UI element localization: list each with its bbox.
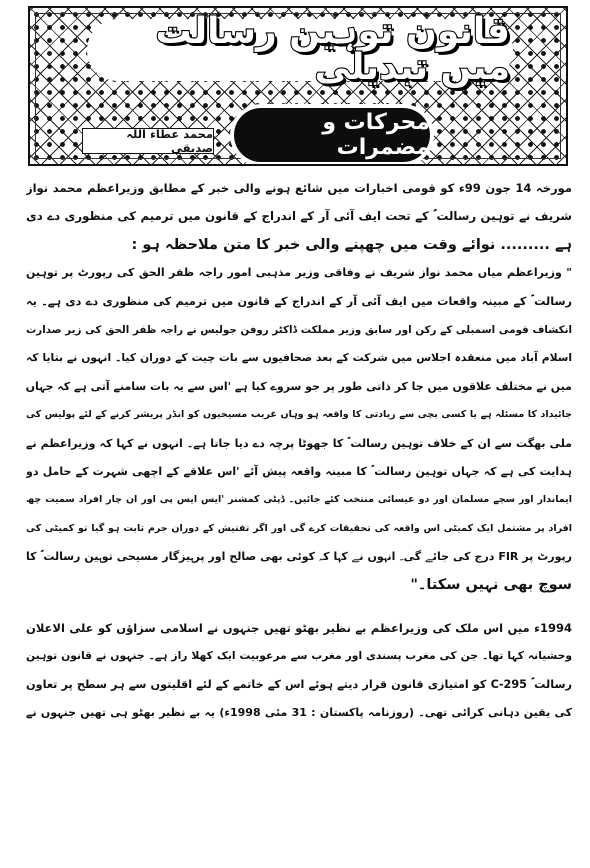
paragraph-3 bbox=[26, 614, 572, 728]
title-box bbox=[90, 11, 510, 88]
author-name: محمد عطاء اللہ صدیقی bbox=[126, 127, 213, 155]
article-title: قانون توہین رسالت میں تبدیلی bbox=[155, 11, 510, 88]
paragraph-1 bbox=[26, 174, 572, 259]
text-line: وحشیانہ کہا تھا۔ جن کی مغرب پسندی اور مغرب سے مرعوبیت ایک کھلا راز ہے۔ جنہوں نے قانون توہین bbox=[26, 649, 572, 663]
paragraph-2-quote bbox=[26, 259, 572, 600]
paragraph-gap bbox=[26, 600, 572, 614]
text-line: ایماندار اور سچے مسلمان اور دو عیسائی منتخب کئے جائیں۔ ڈپٹی کمشنر 'ایس ایس پی اور ان چار افراد سمیت چھ bbox=[26, 494, 572, 506]
text-line: ہدایت کی ہے کہ جہاں توہین رسالت ؐ کا مبینہ واقعہ پیش آئے 'اس علاقے کے اچھی شہرت کے حامل دو bbox=[26, 464, 572, 478]
text-line: ہے ......... نوائے وقت میں چھپنے والی خبر کا متن ملاحظہ ہو : bbox=[131, 236, 572, 253]
text-line: 1994ء میں اس ملک کی وزیراعظم بے نظیر بھٹو تھیں جنہوں نے اسلامی سزاؤں کو علی الاعلان bbox=[26, 620, 572, 635]
text-line: انکشاف قومی اسمبلی کے رکن اور سابق وزیر مملکت ڈاکٹر روفن جولیس نے راجہ ظفر الحق کی زیر صدارت bbox=[26, 323, 572, 336]
text-line: کی یقین دہانی کرائی تھی۔ (روزنامہ پاکستان : 31 مئی 1998ء) یہ بے نظیر بھٹو ہی تھیں جنہوں نے bbox=[26, 706, 572, 720]
article-body bbox=[26, 174, 572, 727]
article-subtitle: محرکات و مضمرات bbox=[322, 110, 430, 160]
text-line: رپورٹ پر FIR درج کی جائے گی۔ انہوں نے کہا کہ کوئی بھی صالح اور پرہیزگار مسیحی توہین رسالت ؐ کا bbox=[26, 550, 572, 564]
text-line: مورخہ 14 جون 99ء کو قومی اخبارات میں شائع ہونے والی خبر کے مطابق وزیراعظم محمد نواز bbox=[26, 181, 572, 195]
text-line: رسالت ؐ کے مبینہ واقعات میں ایف آئی آر کے اندراج کے قانون میں ترمیم کی منظوری دے دی ہے۔ یہ bbox=[26, 294, 572, 308]
text-line: " وزیراعظم میاں محمد نواز شریف نے وفاقی وزیر مذہبی امور راجہ ظفر الحق کی رپورٹ پر توہین bbox=[26, 266, 572, 280]
text-line: اسلام آباد میں منعقدہ اجلاس میں شرکت کے بعد صحافیوں سے بات چیت کے دوران کیا۔ انہوں نے بتایا کہ bbox=[26, 351, 572, 365]
author-box bbox=[82, 128, 214, 154]
text-line: جائیداد کا مسئلہ ہے یا کسی بچی سے زیادتی کا واقعہ ہو وہاں غریب مسیحیوں کو انڈر پریشر کرنے کے لئے پولیس کی bbox=[26, 409, 572, 421]
text-line: رسالت ؐ 295-C کو امتیازی قانون قرار دیتے ہوئے اس کے خاتمے کے لئے اقلیتوں سے ہر سطح پر تعاون bbox=[26, 677, 572, 691]
text-line: میں نے مختلف علاقوں میں جا کر ذاتی طور پر جو سروے کیا ہے 'اس سے یہ بات سامنے آتی ہے کہ جہاں bbox=[26, 379, 572, 393]
header-banner bbox=[28, 6, 568, 166]
text-line: سوچ بھی نہیں سکتا۔" bbox=[410, 577, 572, 594]
text-line: شریف نے توہین رسالت ؐ کے تحت ایف آئی آر کے اندراج کے قانون میں ترمیم کی منظوری دے دی bbox=[26, 209, 572, 224]
text-line: ملی بھگت سے ان کے خلاف توہین رسالت ؐ کا جھوٹا پرچہ دے دیا جاتا ہے۔ انہوں نے کہا کہ وزیراعظم نے bbox=[26, 436, 572, 450]
text-line: افراد پر مشتمل ایک کمیٹی اس واقعہ کی تحقیقات کرے گی اور اگر تفتیش کے دوران جرم ثابت ہو گیا تو کمیٹی کی bbox=[26, 522, 572, 534]
subtitle-pill bbox=[234, 108, 430, 162]
